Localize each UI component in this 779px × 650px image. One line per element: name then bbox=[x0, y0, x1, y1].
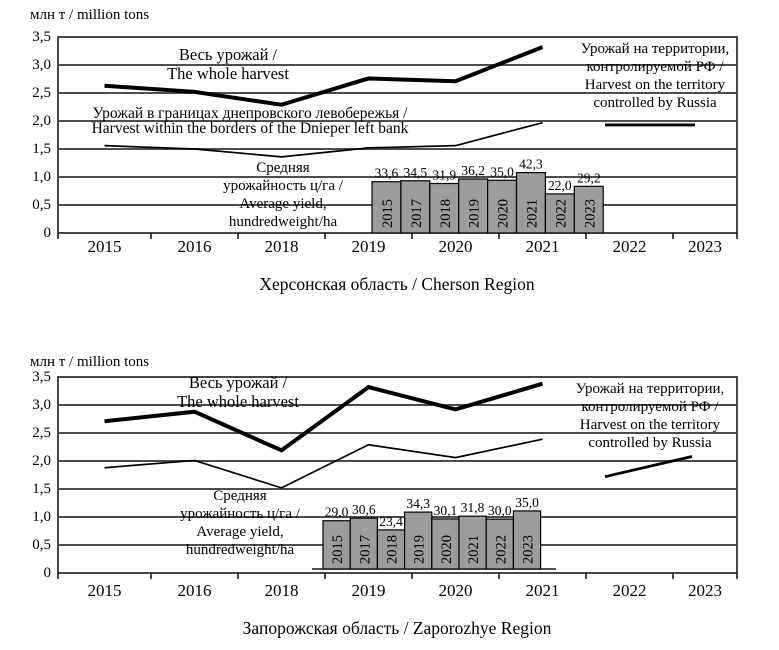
series-line bbox=[605, 457, 692, 477]
annotation-line: контролируемой РФ / bbox=[581, 399, 719, 415]
bar-year-label: 2020 bbox=[438, 535, 455, 564]
y-tick-label: 0 bbox=[43, 225, 51, 241]
y-tick-label: 3,0 bbox=[32, 397, 51, 413]
x-tick-label: 2020 bbox=[438, 581, 473, 600]
x-tick-label: 2023 bbox=[688, 237, 722, 256]
x-tick-label: 2016 bbox=[177, 237, 212, 256]
y-tick-label: 1,5 bbox=[32, 141, 51, 157]
x-tick-label: 2022 bbox=[612, 581, 647, 600]
x-tick-label: 2015 bbox=[87, 237, 122, 256]
annotation-avg bbox=[223, 159, 343, 231]
x-tick-label: 2019 bbox=[351, 581, 386, 600]
bar-value-label: 23,4 bbox=[379, 513, 403, 529]
y-tick-label: 2,5 bbox=[32, 425, 51, 441]
bar-value-label: 35,0 bbox=[490, 164, 514, 180]
annotation-line: Average yield, bbox=[239, 196, 327, 212]
x-tick-label: 2018 bbox=[264, 237, 299, 256]
y-tick-label: 3,0 bbox=[32, 57, 51, 73]
bar-year-label: 2023 bbox=[582, 199, 599, 228]
annotation-line: Average yield, bbox=[196, 524, 284, 540]
annotation-line: Harvest within the borders of the Dnieper left bank bbox=[91, 120, 409, 137]
annotation-rf bbox=[581, 40, 730, 112]
y-tick-label: 3,5 bbox=[32, 29, 51, 45]
bar-year-label: 2018 bbox=[384, 535, 401, 564]
x-tick-label: 2019 bbox=[351, 237, 386, 256]
bar-value-label: 31,8 bbox=[460, 500, 485, 516]
y-tick-label: 2,0 bbox=[32, 113, 51, 129]
annotation-line: Урожай в границах днепровского левобережья / bbox=[92, 105, 408, 122]
series-line bbox=[105, 439, 543, 488]
bar-year-label: 2019 bbox=[466, 199, 483, 228]
bar-year-label: 2017 bbox=[357, 535, 374, 564]
y-tick-label: 3,5 bbox=[32, 369, 51, 385]
bar-value-label: 31,9 bbox=[432, 167, 457, 183]
bar-value-label: 42,3 bbox=[519, 156, 543, 172]
annotation-line: контролируемой РФ / bbox=[586, 59, 724, 75]
annotation-line: Урожай на территории, bbox=[575, 381, 725, 397]
annotation-line: урожайность ц/га / bbox=[180, 506, 300, 522]
bar-year-label: 2022 bbox=[553, 199, 570, 228]
annotation-line: Весь урожай / bbox=[178, 45, 278, 64]
bar-value-label: 22,0 bbox=[548, 177, 572, 193]
bar-value-label: 33,6 bbox=[374, 165, 399, 181]
y-tick-label: 1,0 bbox=[32, 509, 51, 525]
y-tick-label: 1,0 bbox=[32, 169, 51, 185]
annotation-line: Harvest on the territory bbox=[579, 417, 721, 433]
series-line bbox=[105, 384, 543, 451]
y-tick-label: 2,5 bbox=[32, 85, 51, 101]
y-axis-unit-label: млн т / million tons bbox=[30, 7, 150, 23]
y-tick-label: 0,5 bbox=[32, 197, 51, 213]
x-tick-label: 2023 bbox=[688, 581, 722, 600]
y-tick-label: 1,5 bbox=[32, 481, 51, 497]
bar-value-label: 34,5 bbox=[403, 164, 428, 180]
annotation-whole bbox=[177, 373, 299, 411]
bar-value-label: 36,2 bbox=[461, 162, 485, 178]
annotation-rf bbox=[576, 380, 725, 452]
bar-year-label: 2015 bbox=[379, 199, 396, 228]
bar-value-label: 30,6 bbox=[351, 502, 376, 518]
annotation-line: controlled by Russia bbox=[593, 95, 717, 111]
x-tick-label: 2020 bbox=[438, 237, 473, 256]
annotation-left_bank bbox=[92, 106, 409, 136]
bar-value-label: 29,2 bbox=[576, 170, 601, 186]
annotation-whole bbox=[167, 45, 289, 83]
bar-year-label: 2020 bbox=[495, 199, 512, 228]
x-tick-label: 2018 bbox=[264, 581, 299, 600]
annotation-line: Harvest on the territory bbox=[584, 77, 726, 93]
bar-value-label: 35,0 bbox=[515, 494, 539, 510]
x-tick-label: 2021 bbox=[525, 581, 560, 600]
annotation-line: урожайность ц/га / bbox=[223, 178, 343, 194]
chart-title-zaporozhye: Запорожская область / Zaporozhye Region bbox=[242, 618, 552, 638]
bar-value-label: 29,0 bbox=[324, 504, 349, 520]
y-tick-label: 2,0 bbox=[32, 453, 51, 469]
annotation-line: Урожай на территории, bbox=[580, 41, 730, 57]
annotation-line: Средняя bbox=[256, 160, 310, 176]
bar-year-label: 2018 bbox=[437, 199, 454, 228]
bar-value-label: 30,0 bbox=[487, 503, 512, 519]
x-tick-label: 2021 bbox=[525, 237, 560, 256]
y-axis-unit-label: млн т / million tons bbox=[30, 354, 150, 370]
y-tick-label: 0,5 bbox=[32, 537, 51, 553]
annotation-line: controlled by Russia bbox=[588, 435, 712, 451]
y-tick-label: 0 bbox=[43, 565, 51, 581]
bar-year-label: 2022 bbox=[493, 535, 510, 564]
bar-value-label: 30,1 bbox=[433, 502, 458, 518]
bar-year-label: 2019 bbox=[411, 535, 428, 564]
chart-title-cherson: Херсонская область / Cherson Region bbox=[259, 274, 535, 294]
annotation-line: hundredweight/ha bbox=[185, 542, 295, 558]
annotation-line: The whole harvest bbox=[167, 64, 289, 83]
bar-value-label: 34,3 bbox=[406, 496, 431, 512]
bar-year-label: 2023 bbox=[520, 535, 537, 564]
annotation-avg bbox=[180, 487, 300, 559]
bar-year-label: 2021 bbox=[524, 199, 541, 228]
x-tick-label: 2022 bbox=[612, 237, 647, 256]
bar-year-label: 2017 bbox=[408, 199, 425, 228]
annotation-line: hundredweight/ha bbox=[228, 214, 338, 230]
annotation-line: The whole harvest bbox=[177, 392, 299, 411]
annotation-line: Средняя bbox=[213, 488, 267, 504]
annotation-line: Весь урожай / bbox=[188, 373, 288, 392]
bar-year-label: 2015 bbox=[330, 535, 347, 564]
x-tick-label: 2016 bbox=[177, 581, 212, 600]
x-tick-label: 2015 bbox=[87, 581, 122, 600]
bar-year-label: 2021 bbox=[466, 535, 483, 564]
